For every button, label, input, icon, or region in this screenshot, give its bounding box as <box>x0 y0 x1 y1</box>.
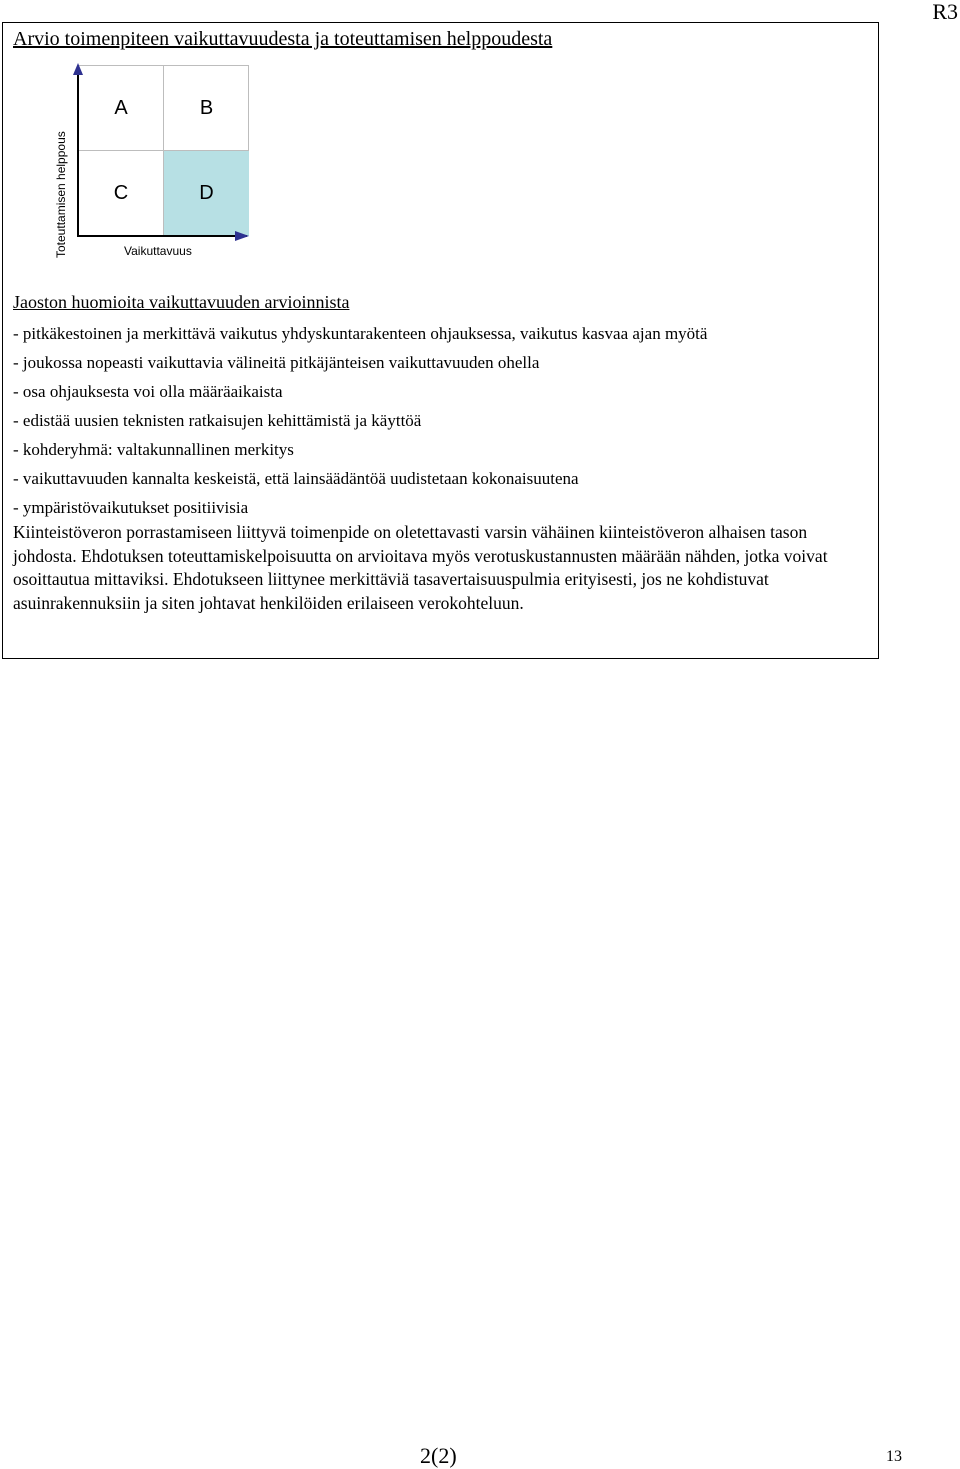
assessment-title: Arvio toimenpiteen vaikuttavuudesta ja toteuttamisen helppoudesta <box>13 28 553 50</box>
list-item: - ympäristövaikutukset positiivisia <box>13 498 249 517</box>
arrow-up-icon <box>73 63 83 75</box>
matrix-grid <box>79 65 249 235</box>
list-item: - kohderyhmä: valtakunnallinen merkitys <box>13 440 294 459</box>
y-axis-line <box>77 67 79 236</box>
assessment-box <box>2 22 879 659</box>
notes-list <box>13 319 707 522</box>
notes-title: Jaoston huomioita vaikuttavuuden arvioinnista <box>13 292 350 312</box>
impact-ease-matrix <box>43 61 273 261</box>
list-item: - edistää uusien teknisten ratkaisujen kehittämistä ja käyttöä <box>13 411 422 430</box>
reference-code: R3 <box>932 0 958 24</box>
list-item: - osa ohjauksesta voi olla määräaikaista <box>13 382 283 401</box>
matrix-cell-c: C <box>79 151 164 236</box>
arrow-right-icon <box>235 231 249 241</box>
page-label: 2(2) <box>420 1443 457 1468</box>
matrix-cell-a: A <box>79 66 164 151</box>
x-axis-line <box>77 235 247 237</box>
y-axis-label: Toteuttamisen helppous <box>54 131 68 258</box>
x-axis-label: Vaikuttavuus <box>124 244 192 258</box>
list-item: - joukossa nopeasti vaikuttavia välineitä pitkäjänteisen vaikuttavuuden ohella <box>13 353 540 372</box>
matrix-cell-d: D <box>164 151 249 236</box>
matrix-cell-b: B <box>164 66 249 151</box>
list-item: - pitkäkestoinen ja merkittävä vaikutus yhdyskuntarakenteen ohjauksessa, vaikutus kasvaa ajan myötä <box>13 324 708 343</box>
assessment-paragraph: Kiinteistöveron porrastamiseen liittyvä toimenpide on oletettavasti varsin vähäinen kiinteistöveron alhaisen tason johdosta. Ehdotuksen toteuttamiskelpoisuutta on arvioitava myös verotuskustannusten määrään nähden, jotka voivat osoittautua mittaviksi. Ehdotukseen liittynee merkittäviä tasavertaisuuspulmia erityisesti, jos ne kohdistuvat asuinrakennuksiin ja siten johtavat henkilöiden erilaiseen verokohteluun. <box>13 522 828 613</box>
page-number: 13 <box>886 1448 902 1465</box>
list-item: - vaikuttavuuden kannalta keskeistä, että lainsäädäntöä uudistetaan kokonaisuutena <box>13 469 579 488</box>
